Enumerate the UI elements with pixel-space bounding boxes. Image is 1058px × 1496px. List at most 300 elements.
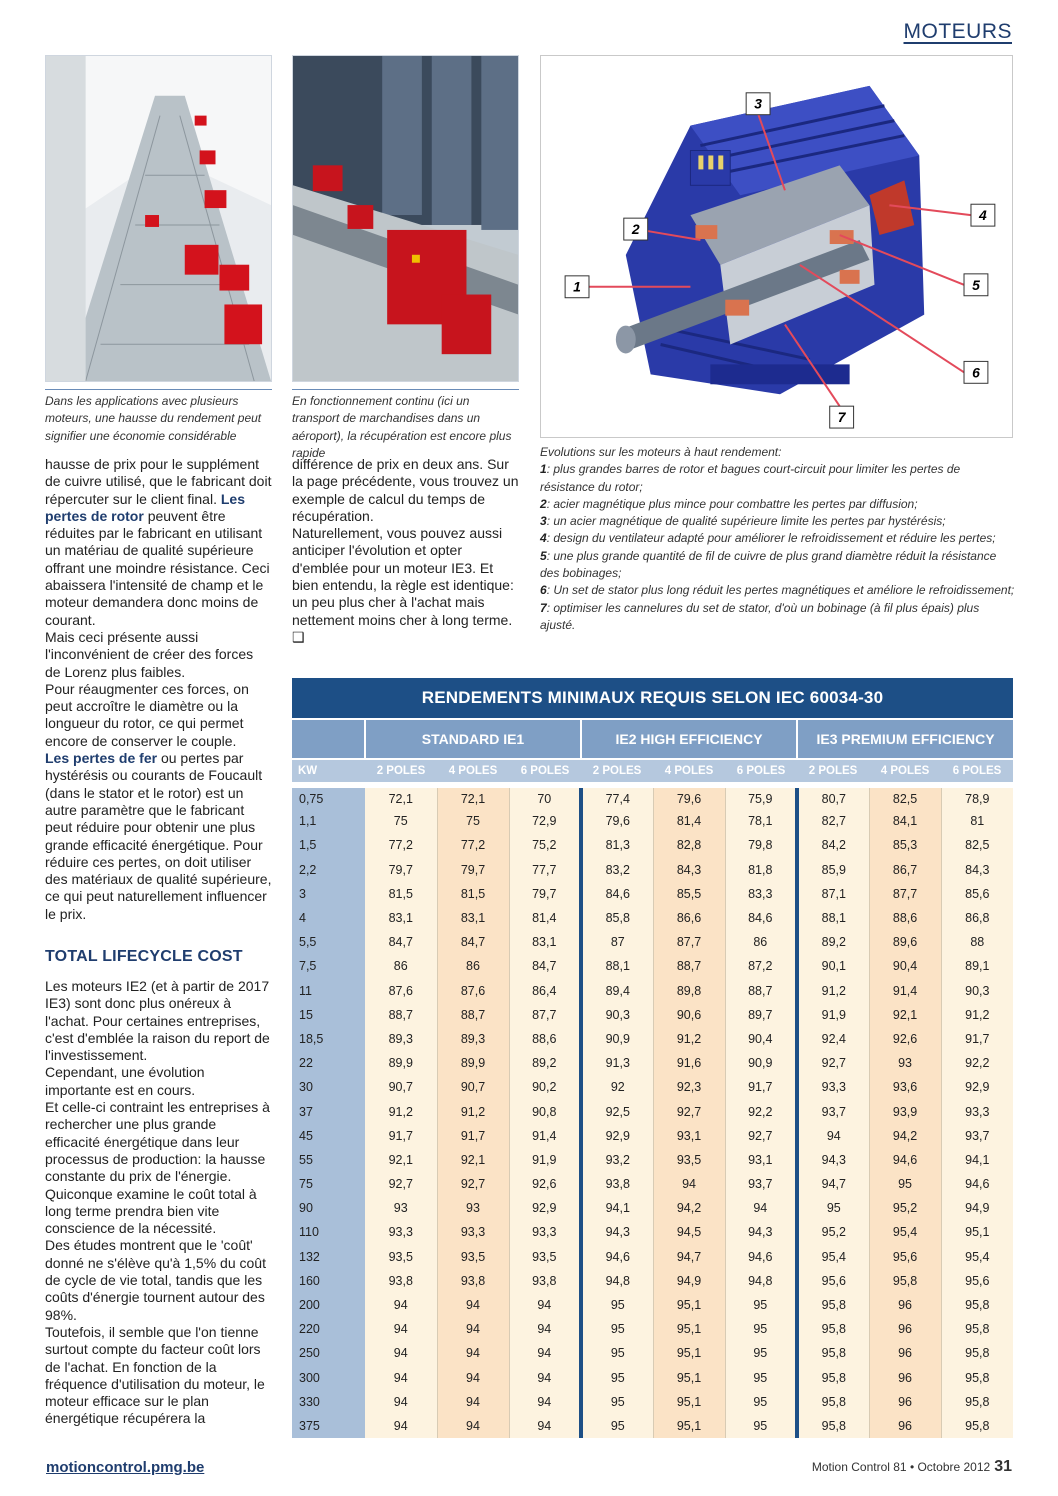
efficiency-cell: 95,1 (653, 1390, 725, 1414)
efficiency-cell: 92,6 (869, 1027, 941, 1051)
efficiency-cell: 77,2 (365, 833, 437, 857)
efficiency-cell: 91,7 (365, 1124, 437, 1148)
efficiency-cell: 91,6 (653, 1051, 725, 1075)
efficiency-cell: 90,2 (509, 1075, 581, 1099)
efficiency-cell: 95,8 (941, 1293, 1013, 1317)
efficiency-cell: 94 (509, 1414, 581, 1438)
efficiency-cell: 86,6 (653, 906, 725, 930)
col2-para-2: Naturellement, vous pouvez aussi anticiper l'évolution et opter d'emblée pour un moteur IE3. Et bien entendu, la règle est identique: un peu plus cher à l'achat mais nettement moins cher à long terme. (292, 525, 514, 628)
efficiency-cell: 72,9 (509, 809, 581, 833)
section-title: MOTEURS (903, 20, 1012, 43)
efficiency-cell: 77,4 (581, 785, 653, 809)
efficiency-cell: 72,1 (437, 785, 509, 809)
page-number: 31 (994, 1458, 1012, 1475)
efficiency-cell: 93,5 (437, 1245, 509, 1269)
efficiency-cell: 94,2 (869, 1124, 941, 1148)
efficiency-cell: 70 (509, 785, 581, 809)
efficiency-cell: 94 (437, 1366, 509, 1390)
efficiency-cell: 91,2 (365, 1099, 437, 1123)
efficiency-cell: 94 (365, 1390, 437, 1414)
group-header-blank (292, 719, 365, 759)
efficiency-cell: 80,7 (797, 785, 869, 809)
evolution-number: 6 (540, 583, 547, 598)
efficiency-cell: 84,7 (437, 930, 509, 954)
efficiency-cell: 91,7 (725, 1075, 797, 1099)
efficiency-cell: 81,3 (581, 833, 653, 857)
evolution-text: : plus grandes barres de rotor et bagues court-circuit pour limiter les pertes de résistance du rotor; (540, 462, 961, 494)
pole-header: 4 POLES (869, 759, 941, 785)
kw-cell: 160 (292, 1269, 365, 1293)
efficiency-cell: 82,7 (797, 809, 869, 833)
efficiency-cell: 93,5 (509, 1245, 581, 1269)
kw-cell: 1,1 (292, 809, 365, 833)
efficiency-cell: 95,4 (941, 1245, 1013, 1269)
svg-text:2: 2 (631, 221, 640, 238)
para-6: Cependant, une évolution importante est en cours. (45, 1064, 205, 1098)
efficiency-cell: 79,6 (653, 785, 725, 809)
efficiency-cell: 91,3 (581, 1051, 653, 1075)
efficiency-cell: 96 (869, 1366, 941, 1390)
kw-cell: 2,2 (292, 858, 365, 882)
efficiency-cell: 92,7 (365, 1172, 437, 1196)
efficiency-cell: 95 (725, 1293, 797, 1317)
efficiency-cell: 92,7 (725, 1124, 797, 1148)
kw-cell: 7,5 (292, 954, 365, 978)
efficiency-cell: 95 (581, 1414, 653, 1438)
efficiency-cell: 96 (869, 1317, 941, 1341)
efficiency-cell: 92,3 (653, 1075, 725, 1099)
efficiency-cell: 95,1 (653, 1341, 725, 1365)
efficiency-cell: 84,6 (581, 882, 653, 906)
efficiency-cell: 81,4 (653, 809, 725, 833)
kw-cell: 11 (292, 979, 365, 1003)
efficiency-cell: 79,7 (365, 858, 437, 882)
efficiency-cell: 93 (869, 1051, 941, 1075)
table-row (292, 979, 1013, 1003)
para-1a: hausse de prix pour le supplément de cuivre utilisé, que le fabricant doit répercuter sur le client final. (45, 456, 272, 507)
table-row (292, 1269, 1013, 1293)
kw-cell: 375 (292, 1414, 365, 1438)
evolution-item (540, 548, 1015, 583)
kw-cell: 22 (292, 1051, 365, 1075)
efficiency-cell: 94 (437, 1390, 509, 1414)
conveyor-motors-photo (45, 55, 272, 382)
footer-issue (812, 1458, 1012, 1476)
efficiency-cell: 83,1 (365, 906, 437, 930)
efficiency-cell: 95 (869, 1172, 941, 1196)
efficiency-cell: 82,8 (653, 833, 725, 857)
efficiency-cell: 95,8 (941, 1317, 1013, 1341)
efficiency-cell: 94 (509, 1317, 581, 1341)
efficiency-cell: 84,7 (365, 930, 437, 954)
para-2: Mais ceci présente aussi l'inconvénient de créer des forces de Lorenz plus faibles. (45, 628, 254, 680)
efficiency-cell: 87,6 (437, 979, 509, 1003)
efficiency-cell: 85,5 (653, 882, 725, 906)
kw-header: KW (292, 759, 365, 785)
efficiency-cell: 94,3 (725, 1220, 797, 1244)
efficiency-cell: 93,3 (365, 1220, 437, 1244)
pole-header: 6 POLES (725, 759, 797, 785)
evolution-item (540, 513, 1015, 530)
pole-header: 6 POLES (941, 759, 1013, 785)
kw-cell: 45 (292, 1124, 365, 1148)
efficiency-cell: 78,9 (941, 785, 1013, 809)
efficiency-cell: 83,3 (725, 882, 797, 906)
efficiency-cell: 88,7 (365, 1003, 437, 1027)
end-mark-icon: ❑ (292, 628, 305, 645)
efficiency-cell: 92,2 (725, 1099, 797, 1123)
efficiency-cell: 88,7 (437, 1003, 509, 1027)
svg-text:7: 7 (837, 409, 846, 426)
efficiency-cell: 88,6 (869, 906, 941, 930)
motor-cutaway-diagram (540, 55, 1013, 438)
efficiency-cell: 91,9 (509, 1148, 581, 1172)
efficiency-cell: 93,1 (725, 1148, 797, 1172)
callout-1 (565, 276, 589, 298)
efficiency-cell: 94 (365, 1293, 437, 1317)
efficiency-cell: 90,8 (509, 1099, 581, 1123)
table-row (292, 1172, 1013, 1196)
efficiency-cell: 94,5 (653, 1220, 725, 1244)
kw-cell: 5,5 (292, 930, 365, 954)
efficiency-cell: 94 (437, 1414, 509, 1438)
evolution-text: : une plus grande quantité de fil de cuivre de plus grand diamètre réduit la résistance des bobinages; (540, 548, 997, 581)
efficiency-cell: 83,1 (509, 930, 581, 954)
efficiency-cell: 94 (437, 1293, 509, 1317)
efficiency-cell: 79,7 (437, 858, 509, 882)
efficiency-cell: 95,8 (869, 1269, 941, 1293)
efficiency-cell: 81 (941, 809, 1013, 833)
efficiency-cell: 93,1 (653, 1124, 725, 1148)
efficiency-cell: 95,8 (797, 1341, 869, 1365)
kw-cell: 220 (292, 1317, 365, 1341)
table-row (292, 1051, 1013, 1075)
efficiency-cell: 94 (509, 1293, 581, 1317)
table-row (292, 882, 1013, 906)
efficiency-cell: 92,4 (797, 1027, 869, 1051)
evolution-number: 2 (540, 496, 547, 511)
efficiency-cell: 90,3 (581, 1003, 653, 1027)
efficiency-cell: 91,4 (509, 1124, 581, 1148)
efficiency-cell: 87,7 (509, 1003, 581, 1027)
kw-cell: 1,5 (292, 833, 365, 857)
efficiency-cell: 90,9 (725, 1051, 797, 1075)
table-row (292, 1148, 1013, 1172)
efficiency-cell: 89,4 (581, 979, 653, 1003)
efficiency-cell: 96 (869, 1293, 941, 1317)
efficiency-cell: 91,4 (869, 979, 941, 1003)
efficiency-cell: 87,7 (653, 930, 725, 954)
svg-text:5: 5 (972, 276, 980, 293)
efficiency-cell: 77,7 (509, 858, 581, 882)
efficiency-cell: 94 (509, 1390, 581, 1414)
efficiency-cell: 93,3 (437, 1220, 509, 1244)
issue-label: Motion Control 81 • Octobre 2012 (811, 1460, 991, 1474)
evolution-text: : optimiser les cannelures du set de stator, d'où un bobinage (à fil plus épais) plus ajusté. (540, 600, 980, 632)
efficiency-cell: 94 (365, 1341, 437, 1365)
efficiency-cell: 91,2 (653, 1027, 725, 1051)
efficiency-cell: 86 (725, 930, 797, 954)
callout-3 (746, 93, 770, 115)
efficiency-cell: 95,2 (797, 1220, 869, 1244)
efficiency-cell: 87,7 (869, 882, 941, 906)
efficiency-cell: 94 (437, 1341, 509, 1365)
efficiency-cell: 92,1 (365, 1148, 437, 1172)
pole-header: 6 POLES (509, 759, 581, 785)
efficiency-cell: 89,8 (653, 979, 725, 1003)
efficiency-cell: 93 (437, 1196, 509, 1220)
evolution-item (540, 496, 1015, 513)
efficiency-cell: 87,1 (797, 882, 869, 906)
kw-cell: 18,5 (292, 1027, 365, 1051)
efficiency-cell: 94,1 (941, 1148, 1013, 1172)
efficiency-cell: 94,8 (725, 1269, 797, 1293)
efficiency-cell: 94,7 (653, 1245, 725, 1269)
efficiency-cell: 94 (797, 1124, 869, 1148)
table-row (292, 954, 1013, 978)
efficiency-cell: 75,2 (509, 833, 581, 857)
efficiency-cell: 83,2 (581, 858, 653, 882)
efficiency-cell: 94,8 (581, 1269, 653, 1293)
efficiency-cell: 90,7 (437, 1075, 509, 1099)
callout-6 (964, 361, 988, 383)
efficiency-cell: 88,7 (725, 979, 797, 1003)
rotor-losses-term: Les pertes de rotor (45, 490, 245, 524)
efficiency-cell: 94,6 (941, 1172, 1013, 1196)
evolution-text: : design du ventilateur adapté pour améliorer le refroidissement et réduire les pertes; (546, 531, 996, 546)
table-row (292, 1099, 1013, 1123)
efficiency-cell: 91,2 (797, 979, 869, 1003)
efficiency-cell: 94 (437, 1317, 509, 1341)
efficiency-cell: 88,7 (653, 954, 725, 978)
efficiency-cell: 90,3 (941, 979, 1013, 1003)
efficiency-cell: 93 (365, 1196, 437, 1220)
efficiency-cell: 92,9 (509, 1196, 581, 1220)
efficiency-cell: 95,1 (653, 1293, 725, 1317)
kw-cell: 90 (292, 1196, 365, 1220)
evolutions-intro: Evolutions sur les moteurs à haut rendement: (540, 445, 782, 459)
efficiency-cell: 94,7 (797, 1172, 869, 1196)
para-8: Des études montrent que le 'coût' donné ne s'élève qu'à 1,5% du coût de cycle de vie total, tandis que les coûts d'énergie tournent autour des 98%. (45, 1237, 266, 1323)
efficiency-cell: 95,8 (797, 1390, 869, 1414)
efficiency-cell: 89,9 (437, 1051, 509, 1075)
table-title: RENDEMENTS MINIMAUX REQUIS SELON IEC 60034-30 (292, 678, 1013, 718)
efficiency-cell: 86 (437, 954, 509, 978)
efficiency-cell: 79,7 (509, 882, 581, 906)
efficiency-cell: 90,4 (725, 1027, 797, 1051)
evolution-item (540, 530, 1015, 547)
efficiency-cell: 93,9 (869, 1099, 941, 1123)
para-4: ou pertes par hystérésis ou courants de Foucault (dans le stator et le rotor) est un autre paramètre que le fabricant peut réduire pour obtenir une plus grande efficacité énergétique. Pour réduire ces pertes, on doit utiliser des matériaux de qualité supérieure, ce qui peut naturellement influencer le prix. (45, 750, 272, 922)
efficiency-cell: 96 (869, 1390, 941, 1414)
pole-header: 2 POLES (797, 759, 869, 785)
kw-cell: 4 (292, 906, 365, 930)
efficiency-cell: 90,4 (869, 954, 941, 978)
evolution-item (540, 600, 1015, 635)
efficiency-cell: 95 (725, 1341, 797, 1365)
kw-cell: 37 (292, 1099, 365, 1123)
efficiency-cell: 95,1 (653, 1317, 725, 1341)
evolution-text: : un acier magnétique de qualité supérieure limite les pertes par hystérésis; (546, 514, 946, 529)
svg-text:6: 6 (972, 364, 980, 381)
kw-cell: 55 (292, 1148, 365, 1172)
column-1-text (45, 456, 272, 923)
efficiency-cell: 92,9 (581, 1124, 653, 1148)
callout-2 (624, 218, 648, 240)
efficiency-cell: 87,6 (365, 979, 437, 1003)
pole-header: 2 POLES (581, 759, 653, 785)
efficiency-cell: 89,1 (941, 954, 1013, 978)
efficiency-cell: 92 (581, 1075, 653, 1099)
group-header-ie1: STANDARD IE1 (365, 719, 581, 759)
table-row (292, 1220, 1013, 1244)
efficiency-cell: 84,6 (725, 906, 797, 930)
efficiency-cell: 95,1 (941, 1220, 1013, 1244)
efficiency-cell: 95,1 (653, 1366, 725, 1390)
efficiency-cell: 84,3 (941, 858, 1013, 882)
kw-cell: 250 (292, 1341, 365, 1365)
efficiency-cell: 89,7 (725, 1003, 797, 1027)
efficiency-cell: 81,5 (437, 882, 509, 906)
kw-cell: 30 (292, 1075, 365, 1099)
efficiency-cell: 94,6 (869, 1148, 941, 1172)
efficiency-cell: 94 (365, 1414, 437, 1438)
table-row (292, 1341, 1013, 1365)
efficiency-cell: 84,3 (653, 858, 725, 882)
efficiency-cell: 89,6 (869, 930, 941, 954)
efficiency-cell: 83,1 (437, 906, 509, 930)
callout-7 (830, 406, 854, 428)
efficiency-cell: 82,5 (941, 833, 1013, 857)
table-row (292, 809, 1013, 833)
group-header-ie3: IE3 PREMIUM EFFICIENCY (797, 719, 1013, 759)
efficiency-cell: 75,9 (725, 785, 797, 809)
efficiency-cell: 94 (365, 1317, 437, 1341)
efficiency-cell: 95,6 (941, 1269, 1013, 1293)
efficiency-cell: 84,1 (869, 809, 941, 833)
efficiency-cell: 95,8 (941, 1414, 1013, 1438)
efficiency-cell: 86,7 (869, 858, 941, 882)
efficiency-cell: 95 (725, 1390, 797, 1414)
efficiency-cell: 95,8 (941, 1341, 1013, 1365)
efficiency-cell: 89,9 (365, 1051, 437, 1075)
iron-losses-term: Les pertes de fer (45, 750, 158, 767)
efficiency-cell: 90,6 (653, 1003, 725, 1027)
efficiency-cell: 95,4 (869, 1220, 941, 1244)
efficiency-cell: 78,1 (725, 809, 797, 833)
efficiency-cell: 94,6 (725, 1245, 797, 1269)
col2-para-1: différence de prix en deux ans. Sur la page précédente, vous trouvez un exemple de calcul du temps de récupération. (292, 456, 519, 524)
efficiency-cell: 93,8 (581, 1172, 653, 1196)
kw-cell: 75 (292, 1172, 365, 1196)
evolution-item (540, 461, 1015, 496)
footer-website-link[interactable]: motioncontrol.pmg.be (46, 1459, 205, 1476)
efficiency-table (292, 678, 1013, 1438)
svg-text:1: 1 (573, 278, 581, 295)
efficiency-cell: 95,6 (869, 1245, 941, 1269)
efficiency-cell: 86,8 (941, 906, 1013, 930)
efficiency-cell: 95 (725, 1366, 797, 1390)
table-row (292, 1414, 1013, 1438)
left-photo-caption: Dans les applications avec plusieurs moteurs, une hausse du rendement peut signifier une économie considérable (45, 389, 272, 445)
efficiency-cell: 94 (365, 1366, 437, 1390)
table-row (292, 1366, 1013, 1390)
efficiency-cell: 93,6 (869, 1075, 941, 1099)
evolution-number: 5 (540, 548, 547, 563)
efficiency-cell: 92,2 (941, 1051, 1013, 1075)
efficiency-cell: 92,1 (869, 1003, 941, 1027)
efficiency-cell: 94,6 (581, 1245, 653, 1269)
efficiency-cell: 93,7 (941, 1124, 1013, 1148)
efficiency-cell: 91,7 (437, 1124, 509, 1148)
efficiency-cell: 85,6 (941, 882, 1013, 906)
efficiency-cell: 86,4 (509, 979, 581, 1003)
lifecycle-subhead: TOTAL LIFECYCLE COST (45, 948, 243, 965)
efficiency-cell: 95 (581, 1390, 653, 1414)
efficiency-cell: 81,8 (725, 858, 797, 882)
table-row (292, 1390, 1013, 1414)
table-row (292, 833, 1013, 857)
kw-cell: 300 (292, 1366, 365, 1390)
efficiency-cell: 88,1 (581, 954, 653, 978)
efficiency-cell: 90,1 (797, 954, 869, 978)
table-row (292, 1075, 1013, 1099)
para-1b: peuvent être réduites par le fabricant en utilisant un matériau de qualité supérieure offrant une moindre résistance. Ceci abaissera l'intensité de champ et le moteur demandera donc moins de courant. (45, 507, 270, 628)
efficiency-cell: 94 (653, 1172, 725, 1196)
efficiency-cell: 85,3 (869, 833, 941, 857)
efficiency-cell: 94,9 (653, 1269, 725, 1293)
efficiency-cell: 94,9 (941, 1196, 1013, 1220)
efficiency-cell: 75 (437, 809, 509, 833)
para-7: Et celle-ci contraint les entreprises à rechercher une plus grande efficacité énergétique dans leur processus de production: la hausse constante du prix de l'énergie. Quiconque examine le coût total à long terme prendra bien vite conscience de la nécessité. (45, 1099, 270, 1237)
evolution-text: : Un set de stator plus long réduit les pertes magnétiques et améliore le refroidissement; (546, 583, 1015, 598)
efficiency-cell: 89,3 (437, 1027, 509, 1051)
efficiency-cell: 92,6 (509, 1172, 581, 1196)
efficiency-cell: 94,3 (797, 1148, 869, 1172)
efficiency-cell: 95 (581, 1293, 653, 1317)
efficiency-cell: 95,2 (869, 1196, 941, 1220)
efficiency-cell: 77,2 (437, 833, 509, 857)
table-row (292, 906, 1013, 930)
para-5: Les moteurs IE2 (et à partir de 2017 IE3) sont donc plus onéreux à l'achat. Pour certaines entreprises, c'est d'emblée la raison du report de l'investissement. (45, 978, 270, 1064)
efficiency-cell: 88 (941, 930, 1013, 954)
efficiency-cell: 95,8 (797, 1366, 869, 1390)
efficiency-cell: 95,4 (797, 1245, 869, 1269)
callout-4 (971, 204, 995, 226)
efficiency-cell: 91,7 (941, 1027, 1013, 1051)
svg-text:3: 3 (754, 95, 762, 112)
para-9: Toutefois, il semble que l'on tienne surtout compte du facteur coût lors de l'achat. En fonction de la fréquence d'utilisation du moteur, le moteur efficace sur le plan énergétique récupérera la (45, 1323, 265, 1427)
svg-text:4: 4 (979, 207, 987, 224)
efficiency-cell: 90,7 (365, 1075, 437, 1099)
efficiency-cell: 96 (869, 1414, 941, 1438)
efficiency-cell: 85,8 (581, 906, 653, 930)
table-row (292, 1293, 1013, 1317)
efficiency-cell: 95 (581, 1341, 653, 1365)
efficiency-cell: 93,8 (509, 1269, 581, 1293)
pole-header: 2 POLES (365, 759, 437, 785)
efficiency-cell: 92,9 (941, 1075, 1013, 1099)
evolution-text: : acier magnétique plus mince pour combattre les pertes par diffusion; (546, 496, 918, 511)
efficiency-cell: 96 (869, 1341, 941, 1365)
evolution-number: 7 (540, 600, 547, 615)
efficiency-cell: 95 (725, 1414, 797, 1438)
column-1-lower-text (45, 978, 272, 1428)
evolutions-caption (540, 444, 1015, 634)
kw-cell: 0,75 (292, 785, 365, 809)
efficiency-cell: 95,8 (797, 1293, 869, 1317)
efficiency-cell: 93,2 (581, 1148, 653, 1172)
